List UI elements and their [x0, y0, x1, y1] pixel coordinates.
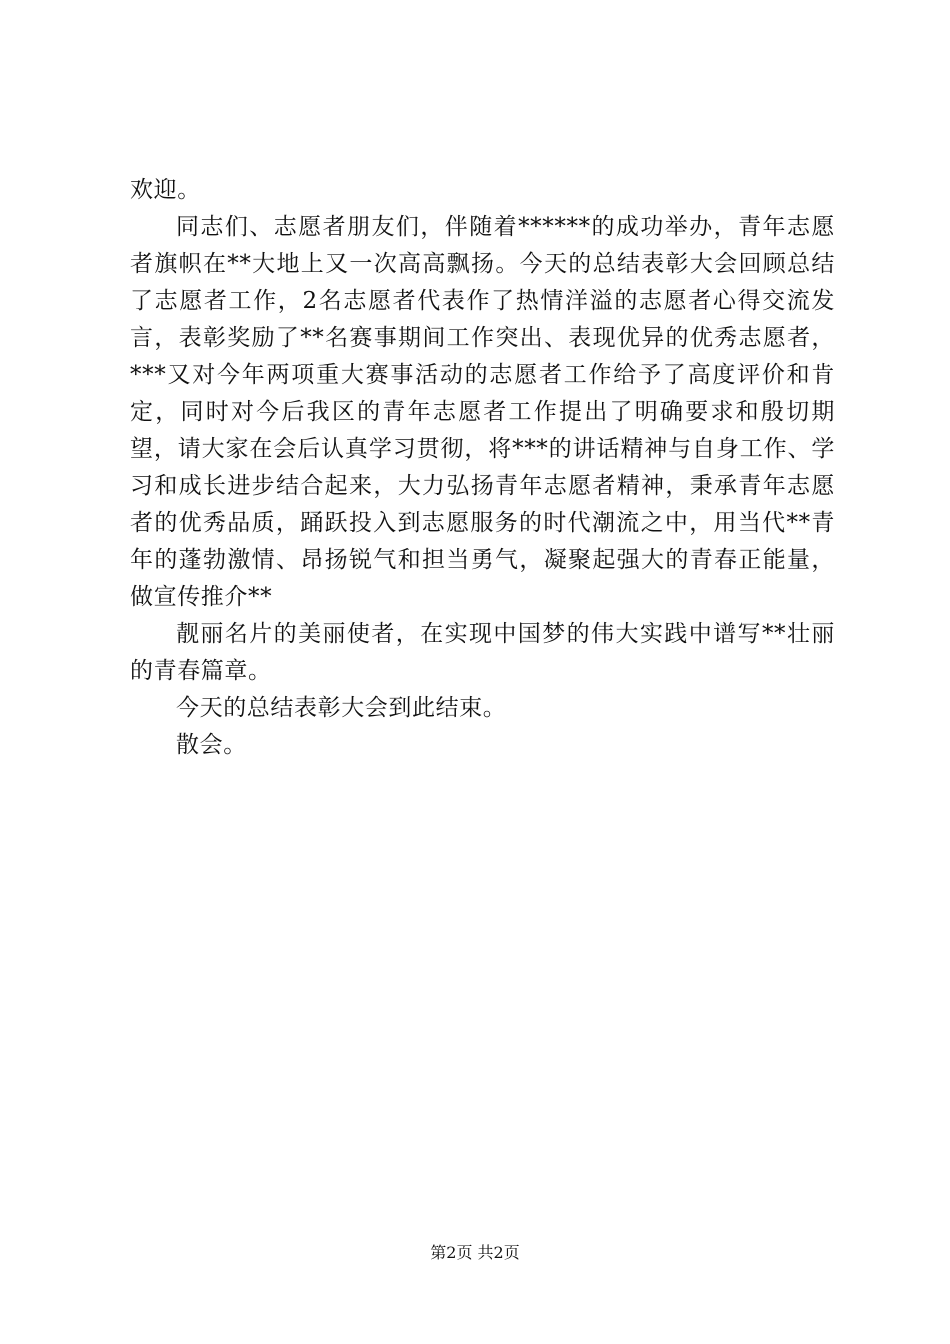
paragraph-welcome: 欢迎。 — [130, 177, 201, 203]
paragraph-summary: 同志们、志愿者朋友们，伴随着******的成功举办，青年志愿者旗帜在**大地上又一次高高飘扬。今天的总结表彰大会回顾总结了志愿者工作，2名志愿者代表作了热情洋溢的志愿者心得交流发言，表彰奖励了**名赛事期间工作突出、表现优异的优秀志愿者，***又对今年两项重大赛事活动的志愿者工作给予了高度评价和肯定，同时对今后我区的青年志愿者工作提出了明确要求和殷切期望，请大家在会后认真学习贯彻，将***的讲话精神与自身工作、学习和成长进步结合起来，大力弘扬青年志愿者精神，秉承青年志愿者的优秀品质，踊跃投入到志愿服务的时代潮流之中，用当代**青年的蓬勃激情、昂扬锐气和担当勇气，凝聚起强大的青春正能量，做宣传推介** — [130, 214, 835, 610]
page-number: 第2页 共2页 — [430, 1243, 520, 1262]
paragraph-meeting-end: 今天的总结表彰大会到此结束。 — [176, 695, 507, 721]
page-footer — [0, 1242, 950, 1264]
paragraph-closing-call: 靓丽名片的美丽使者，在实现中国梦的伟大实践中谱写**壮丽的青春篇章。 — [130, 621, 835, 684]
paragraph-adjourn: 散会。 — [176, 732, 247, 758]
document-body — [130, 172, 835, 764]
